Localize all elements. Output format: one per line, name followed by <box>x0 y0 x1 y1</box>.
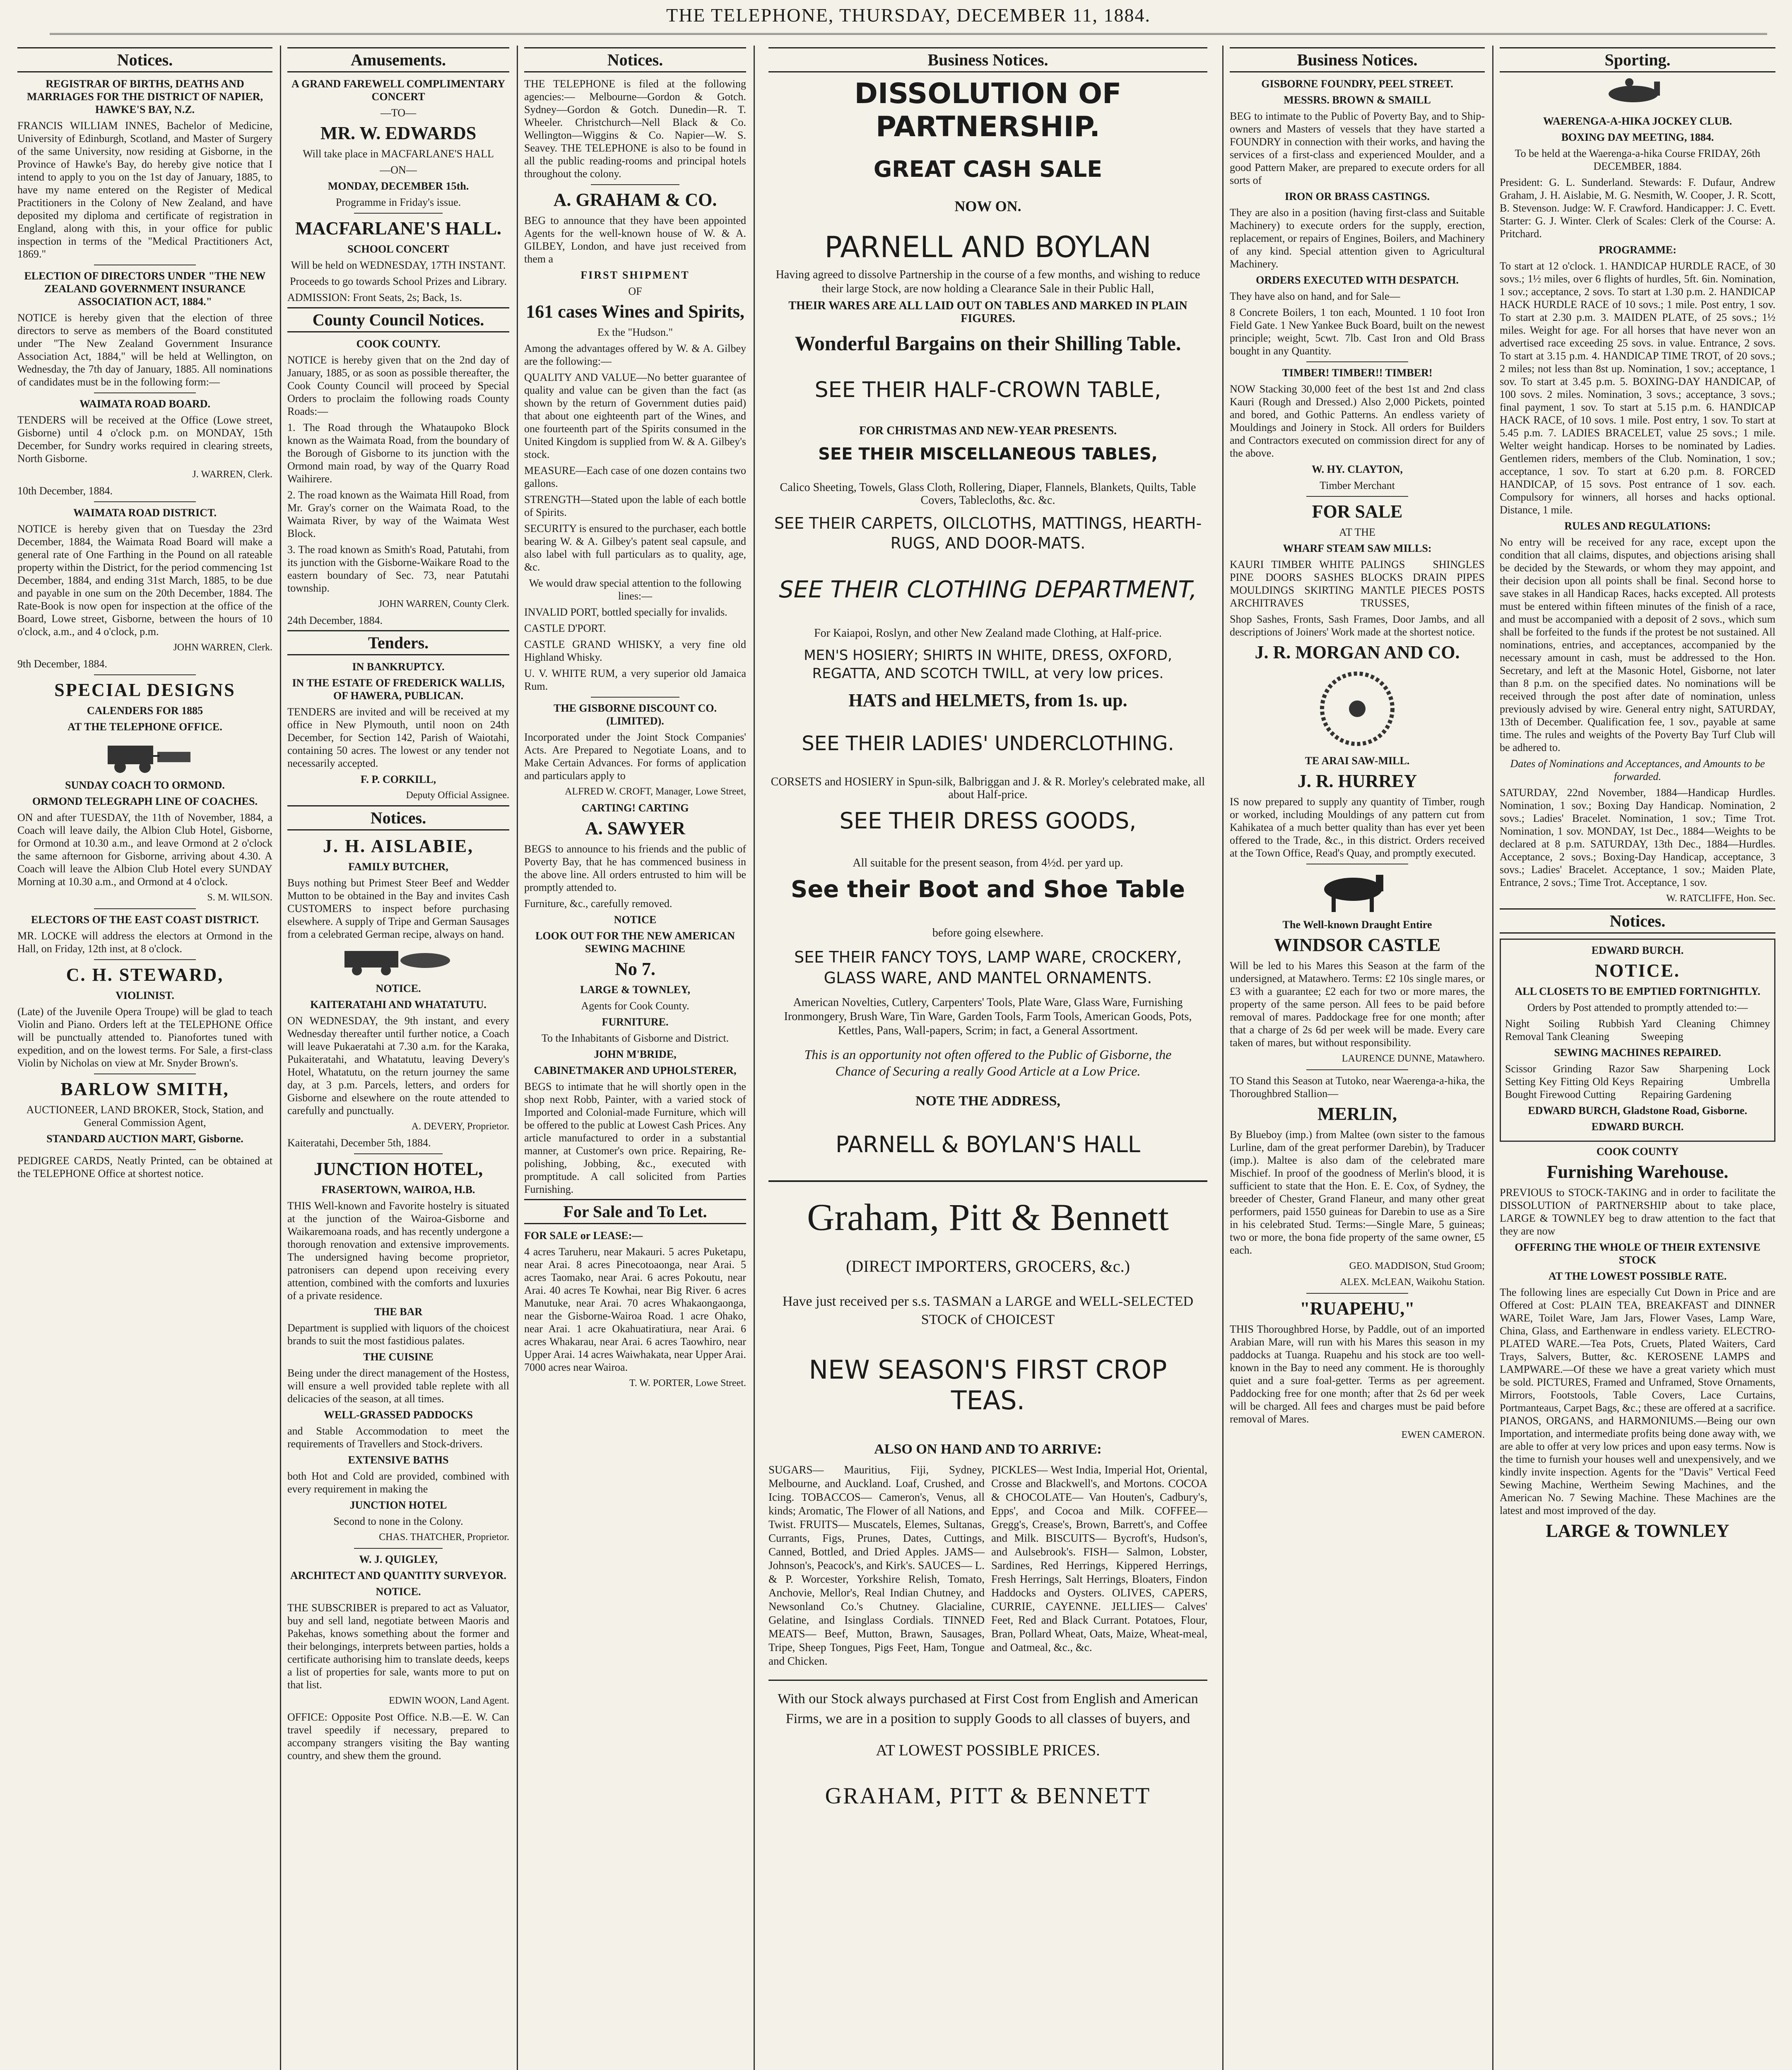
burch-orders: Orders by Post attended to promptly attended to:— <box>1527 1001 1748 1013</box>
coach-illustration <box>91 737 199 775</box>
windsor-notice: Will be led to his Mares this Season at the farm of the undersigned, at Matawhero. Terms: £2 10s single mares, or £3 with a guarantee; £2 each for two or more mares, the property of the same person. All fees to be paid before removal of mares. Paddockage free for one month; after that a charge of 2s 6d per week will be made. Every care taken of mares, but without responsibility. <box>1230 960 1485 1049</box>
on-hand-list: 8 Concrete Boilers, 1 ton each, Mounted. 1 10 foot Iron Field Gate. 1 New Yankee Buck Board, built on the newest principle; weight, 5cwt. 7lb. Cast Iron and Old Brass bought in any Quantity. <box>1230 306 1485 357</box>
election-heading: ELECTION OF DIRECTORS UNDER "THE NEW ZEALAND GOVERNMENT INSURANCE ASSOCIATION ACT, 1884." <box>24 270 266 308</box>
warehouse-notice: PREVIOUS to STOCK-TAKING and in order to facilitate the DISSOLUTION of PARTNERSHIP about to take place, LARGE & TOWNLEY beg to draw attention to the fact that they are now <box>1500 1187 1775 1237</box>
notice-heading: NOTICE. <box>376 982 421 994</box>
ormond-coach-heading: ORMOND TELEGRAPH LINE OF COACHES. <box>32 795 258 807</box>
waimata-road-heading: WAIMATA ROAD BOARD. <box>79 398 211 410</box>
county-heading: COOK COUNTY <box>1596 1146 1679 1158</box>
signature: LAURENCE DUNNE, Matawhero. <box>1342 1053 1485 1064</box>
toys-line: SEE THEIR FANCY TOYS, LAMP WARE, CROCKERY, GLASS WARE, AND MANTEL ORNAMENTS. <box>794 948 1182 987</box>
windsor-heading: WINDSOR CASTLE <box>1274 935 1441 955</box>
column-header: Amusements. <box>287 47 509 72</box>
paddocks-heading: WELL-GRASSED PADDOCKS <box>324 1409 473 1421</box>
on-line: —ON— <box>380 164 417 176</box>
on-hand-line: They have also on hand, and for Sale— <box>1230 290 1400 302</box>
farewell-heading: A GRAND FAREWELL COMPLIMENTARY CONCERT <box>291 78 505 103</box>
first-shipment: FIRST SHIPMENT <box>580 269 690 281</box>
masthead: THE TELEPHONE, THURSDAY, DECEMBER 11, 1884. <box>50 4 1767 35</box>
burch-advert <box>1500 939 1775 1142</box>
date-line: 9th December, 1884. <box>17 658 108 670</box>
electors-heading: ELECTORS OF THE EAST COAST DISTRICT. <box>31 914 259 926</box>
registrar-heading: REGISTRAR OF BIRTHS, DEATHS AND MARRIAGES FOR THE DISTRICT OF NAPIER, HAWKE'S BAY, N.Z. <box>26 78 263 116</box>
proceeds-line: Proceeds to go towards School Prizes and Library. <box>290 275 507 287</box>
edwards-place: Will take place in MACFARLANE'S HALL <box>303 148 494 160</box>
mbride-heading: JOHN M'BRIDE, <box>594 1048 677 1060</box>
gpb-heading: Graham, Pitt & Bennett <box>807 1196 1169 1238</box>
misc-tables: SEE THEIR MISCELLANEOUS TABLES, <box>818 445 1158 464</box>
grocery-list-left: SUGARS— Mauritius, Fiji, Sydney, Melbourne, and Auckland. Loaf, Crushed, and Icing. TOBACCOS— Cameron's, Venus, all kinds; Aromatic, The Flower of all Nations, and Twist. FRUITS— Muscatels, Elemes, Sultanas, Currants, Figs, Prunes, Dates, Cuttings, Canned, Bottled, and Dried Apples. JAMS— Johnson's, Peacock's, and Kirk's. SAUCES— L. & P. Worcester, Yorkshire Relish, Tomato, Anchovie, Mellor's, Real Indian Chutney, and Newsonland Co.'s Chutney. Glacialine, Gelatine, and Isinglass Cordials. TINNED MEATS— Beef, Mutton, Brawn, Sausages, Tripe, Sheep Tongues, Pigs Feet, Ham, Tongue and Chicken. <box>768 1463 985 1667</box>
column-sporting <box>1495 46 1780 2070</box>
signature: T. W. PORTER, Lowe Street. <box>629 1378 746 1389</box>
morgan-heading: J. R. MORGAN AND CO. <box>1255 642 1460 662</box>
woon-office: OFFICE: Opposite Post Office. N.B.—E. W. Can travel speedily if necessary, prepared to accompany strangers visiting the Bay wanting country, and shew them the ground. <box>287 1711 509 1762</box>
received-line: Have just received per s.s. TASMAN a LARGE and WELL-SELECTED STOCK of CHOICEST <box>782 1294 1194 1327</box>
boot-table: See their Boot and Shoe Table <box>790 876 1185 903</box>
column-notices-1 <box>12 46 277 2070</box>
divider <box>354 213 443 214</box>
notice-heading: NOTICE <box>614 914 657 926</box>
grocery-lists <box>768 1463 1207 1671</box>
white-rum: U. V. WHITE RUM, a very superior old Jamaica Rum. <box>524 667 746 692</box>
castle-port: CASTLE D'PORT. <box>524 622 606 634</box>
quality-para: QUALITY AND VALUE—No better guarantee of quality and value can be given than the fact (as shown by the return of Government duties paid) that about one eighteenth part of the Wines, and one fourteenth part of the Spirits consumed in the United Kingdom is supplied from W. & A. Gilbey's stock. <box>524 371 746 460</box>
gpb-footer: GRAHAM, PITT & BENNETT <box>825 1783 1151 1809</box>
sewing-right: Saw Sharpening Lock Repairing Umbrella Repairing Gardening <box>1641 1063 1770 1100</box>
baths-notice: both Hot and Cold are provided, combined with every requirement in making the <box>287 1470 509 1495</box>
signature: J. WARREN, Clerk. <box>192 469 272 480</box>
edwards-name: MR. W. EDWARDS <box>320 123 477 143</box>
cuisine-notice: Being under the direct management of the Hostess, will ensure a well provided table replete with all delicacies of the season, at all times. <box>287 1367 509 1405</box>
warehouse-heading: Furnishing Warehouse. <box>1546 1162 1729 1182</box>
council-notice: NOTICE is hereby given that on the 2nd day of January, 1885, or as soon as possible thereafter, the Cook County Council will proceed by Special Orders to proclaim the following roads County Roads:— <box>287 354 509 417</box>
signature: JOHN WARREN, Clerk. <box>173 642 272 653</box>
arai-heading: TE ARAI SAW-MILL. <box>1305 755 1410 767</box>
divider <box>94 1149 196 1150</box>
furniture-line: Furniture, &c., carefully removed. <box>524 898 672 910</box>
dates-heading: Dates of Nominations and Acceptances, and Amounts to be forwarded. <box>1510 758 1765 782</box>
column-header: Tenders. <box>287 630 509 655</box>
furniture-heading: FURNITURE. <box>602 1016 669 1028</box>
divider <box>591 697 679 698</box>
divider <box>1306 496 1408 497</box>
baths-heading: EXTENSIVE BATHS <box>348 1454 449 1466</box>
signature: W. RATCLIFFE, Hon. Sec. <box>1666 893 1775 904</box>
divider <box>768 1180 1207 1182</box>
waimata-district-notice: NOTICE is hereby given that on Tuesday the 23rd December, 1884, the Waimata Road Board will make a general rate of One Farthing in the Pound on all rateable property within the District, for the period commencing 1st December, 1884, and ending 31st March, 1885, to be due and payable in one sum on the 20th December, 1884. The Rate-Book is now open for inspection at the office of the Board, Lowe street, Gisborne, between the hours of 10 o'clock, a.m., and 4 o'clock, p.m. <box>17 523 272 638</box>
of-line: OF <box>628 285 642 297</box>
kaiteratahi-notice: ON WEDNESDAY, the 9th instant, and every Wednesday thereafter until further notice, a Coach will leave Pukaeratahi at 7.30 a.m. for the Karaka, Pukaiteratahi, and Whatatutu, leaving Devery's Hotel, Whatatutu, on the return journey the same day, at 3 p.m. Parcels, letters, and orders for Gisborne and elsewhere on the route attended to carefully and punctually. <box>287 1015 509 1117</box>
timber-notice: NOW Stacking 30,000 feet of the best 1st and 2nd class Kauri (Rough and Dressed.) Also 2,000 Pickets, pointed and bored, and Gothic Patterns. An endless variety of Mouldings and Joinery in Stock. All orders for Builders and Contractors executed on commission direct for any of the above. <box>1230 383 1485 459</box>
edwards-date: MONDAY, DECEMBER 15th. <box>328 180 469 192</box>
lowest-prices: AT LOWEST POSSIBLE PRICES. <box>876 1742 1100 1759</box>
dissolution-heading: DISSOLUTION OF PARTNERSHIP. <box>854 77 1122 143</box>
strength-para: STRENGTH—Stated upon the lable of each bottle of Spirits. <box>524 493 746 518</box>
windsor-sub: The Well-known Draught Entire <box>1282 919 1432 931</box>
offering-line: OFFERING THE WHOLE OF THEIR EXTENSIVE STOCK <box>1515 1241 1761 1266</box>
mill-list-right: PALINGS SHINGLES BLOCKS DRAIN PIPES MANTLE PIECES POSTS TRUSSES, <box>1361 558 1485 609</box>
burch-footer: EDWARD BURCH. <box>1591 1121 1684 1133</box>
carpets-line: SEE THEIR CARPETS, OILCLOTHS, MATTINGS, HEARTH-RUGS, AND DOOR-MATS. <box>774 514 1202 552</box>
violinist-heading: VIOLINIST. <box>116 989 174 1001</box>
bar-notice: Department is supplied with liquors of the choicest brands to suit the most fastidious palates. <box>287 1322 509 1347</box>
macfarlane-hall: MACFARLANE'S HALL. <box>295 218 501 238</box>
column-header: Sporting. <box>1500 47 1775 72</box>
attention-line: We would draw special attention to the following lines:— <box>529 577 742 602</box>
jockey-heading: WAERENGA-A-HIKA JOCKEY CLUB. <box>1543 115 1732 127</box>
bankruptcy-heading: IN BANKRUPTCY. <box>352 661 445 673</box>
column-header: Notices. <box>17 47 272 72</box>
election-notice: NOTICE is hereby given that the election of three directors to serve as members of the Board constituted under "The New Zealand Government Insurance Association Act, 1884," will be held at Wellington, on Wednesday, the 7th day of January, 1885. All nominations of candidates must be in the following form:— <box>17 312 272 388</box>
signature: EWEN CAMERON. <box>1401 1430 1485 1440</box>
now-on-line: NOW ON. <box>954 198 1021 214</box>
divider <box>94 501 196 502</box>
signature: JOHN WARREN, County Clerk. <box>378 599 509 609</box>
timber-heading: TIMBER! TIMBER!! TIMBER! <box>1282 367 1433 379</box>
school-concert: SCHOOL CONCERT <box>347 243 449 255</box>
cases-line: 161 cases Wines and Spirits, <box>526 301 744 322</box>
signature: EDWIN WOON, Land Agent. <box>389 1695 509 1706</box>
bar-heading: THE BAR <box>374 1306 423 1318</box>
dress-goods: SEE THEIR DRESS GOODS, <box>839 808 1137 834</box>
corsets-line: CORSETS and HOSIERY in Spun-silk, Balbriggan and J. & R. Morley's celebrated make, all about Half-price. <box>771 775 1205 801</box>
sunday-coach-heading: SUNDAY COACH TO ORMOND. <box>65 779 225 791</box>
column-rule <box>1492 46 1493 2070</box>
column-amusements <box>282 46 514 2070</box>
waimata-road-notice: TENDERS will be received at the Office (Lowe street, Gisborne) until 4 o'clock p.m. on MONDAY, 15th December, for Sundry works required in clearing streets, North Gisborne. <box>17 414 272 465</box>
column-header: For Sale and To Let. <box>524 1199 746 1224</box>
smaill-heading: MESSRS. BROWN & SMAILL <box>1284 94 1431 106</box>
merlin-notice: By Blueboy (imp.) from Maltee (own sister to the famous Lurline, dam of the great performer Darebin), by Traducer (imp.). Maltee is also dam of the celebrated mare Mischief. In proof of the goodness of Merlin's blood, it is sufficient to state that the Hon. E. E. Cox, of Sydney, the breeder of Chester, Grand Flaneur, and many other great performers, paid 1550 guineas for Darebin to use as a Sire in his celebrated Stud. Terms:—Single Mare, 5 guineas; two or more, the bona fide property of the same owner, £5 each. <box>1230 1129 1485 1256</box>
rules-body: No entry will be received for any race, except upon the condition that all claims, disputes, and objections arising shall be decided by the Stewards, or whom they may appoint, and their decision upon all points shall be final. Second horse to save stakes in all Handicap Races, hacks excepted. All protests must be entered within fifteen minutes of the finish of a race, and must be accompanied with a deposit of 2 sovs., which sum shall be forfeited to the funds if the protest be not sustained. All nominations, entries, and acceptances, accompanied by the necessary amount in cash, must be addressed to the Hon. Secretary, and left at the Masonic Hotel, Gisborne, not later than 8 p.m. on the specified dates. No nominations will be received through the post after date of nomination, unless previously advised by wire. General entry night, SATURDAY, 13th of December. Qualification fee, 1 sov., payable at same time. The rules and weights of the Poverty Bay Turf Club will be adhered to. <box>1500 536 1775 753</box>
invalid-port: INVALID PORT, bottled specially for invalids. <box>524 606 727 618</box>
divider <box>1306 1293 1408 1294</box>
column-rule <box>1222 46 1224 2070</box>
cash-sale-heading: GREAT CASH SALE <box>873 156 1103 182</box>
road-item: 2. The road known as the Waimata Hill Road, from Mr. Gray's corner on the Waimata Road, to the Waimata River, by way of the Waimata West Block. <box>287 489 509 539</box>
burch-services-right: Yard Cleaning Chimney Sweeping <box>1641 1018 1770 1042</box>
half-crown-table: SEE THEIR HALF-CROWN TABLE, <box>814 378 1161 402</box>
steward-heading: C. H. STEWARD, <box>66 965 224 985</box>
also-heading: ALSO ON HAND AND TO ARRIVE: <box>874 1442 1102 1457</box>
cuisine-heading: THE CUISINE <box>363 1351 434 1363</box>
column-business-1 <box>756 46 1220 2070</box>
no7-line: No 7. <box>615 959 655 979</box>
xmas-line: FOR CHRISTMAS AND NEW-YEAR PRESENTS. <box>859 424 1117 437</box>
column-notices-2 <box>519 46 751 2070</box>
date-line: 24th December, 1884. <box>287 614 383 626</box>
sale-lease: FOR SALE or LEASE:— <box>524 1230 643 1242</box>
burch-name: EDWARD BURCH. <box>1591 944 1684 956</box>
column-rule <box>517 46 518 2070</box>
castings-line: IRON OR BRASS CASTINGS. <box>1285 190 1430 202</box>
assignee-line: Deputy Official Assignee. <box>406 790 509 801</box>
discount-notice: Incorporated under the Joint Stock Companies' Acts. Are Prepared to Negotiate Loans, and to Make Certain Advances. For forms of application and particulars apply to <box>524 731 746 782</box>
inhabitants-line: To the Inhabitants of Gisborne and District. <box>541 1032 729 1044</box>
townley-footer: LARGE & TOWNLEY <box>1546 1521 1729 1541</box>
ruapehu-heading: "RUAPEHU," <box>1300 1298 1415 1319</box>
architect-line: ARCHITECT AND QUANTITY SURVEYOR. <box>290 1569 507 1581</box>
carting-heading: CARTING! CARTING <box>581 802 689 814</box>
signature: CHAS. THATCHER, Proprietor. <box>379 1532 509 1543</box>
telephone-office-line: AT THE TELEPHONE OFFICE. <box>67 721 222 733</box>
parnell-heading: PARNELL AND BOYLAN <box>824 230 1151 264</box>
divider <box>1306 361 1408 362</box>
signature: S. M. WILSON. <box>207 892 272 903</box>
violinist-notice: (Late) of the Juvenile Opera Troupe) will be glad to teach Violin and Piano. Orders left at the TELEPHONE Office will be punctually attended to. Pianofortes tuned with expedition, and on the lowest terms. For Sale, a first-class Violin by Nicholas on view at Mr. Snyder Brown's. <box>17 1006 272 1069</box>
signature: ALFRED W. CROFT, Manager, Lowe Street, <box>565 786 746 797</box>
column-business-2 <box>1225 46 1490 2070</box>
telephone-agencies: THE TELEPHONE is filed at the following agencies:— Melbourne—Gordon & Gotch. Sydney—Gordon & Gotch. Dunedin—R. T. Wheeler. Christchurch—Nell Black & Co. Wellington—Wiggins & Co. Napier—W. S. Seavey. THE TELEPHONE is also to be found in all the public reading-rooms and principal hotels throughout the colony. <box>524 78 746 180</box>
junction-hotel-line: JUNCTION HOTEL <box>349 1499 447 1511</box>
smith-heading: BARLOW SMITH, <box>60 1079 229 1099</box>
kaiteratahi-heading: KAITERATAHI AND WHATATUTU. <box>310 999 487 1011</box>
column-rule <box>754 46 755 2070</box>
date-line: Kaiteratahi, December 5th, 1884. <box>287 1137 431 1149</box>
sawyer-notice: BEGS to announce to his friends and the public of Poverty Bay, that he has commenced business in the above line. All orders entrusted to him will be promptly attended to. <box>524 843 746 893</box>
cook-county: COOK COUNTY. <box>356 338 441 350</box>
mbride-notice: BEGS to intimate that he will shortly open in the shop next Robb, Painter, with a varied stock of Imported and Colonial-made Furniture, which will be offered to the public at Lowest Cash Prices. Any article manufactured to order in a substantial manner, at Customer's own price. Repairing, Re-polishing, Jobbing, &c., executed with promptitude. A call solicited from Parties Furnishing. <box>524 1081 746 1195</box>
quigley-heading: W. J. QUIGLEY, <box>359 1553 438 1565</box>
paddocks-notice: and Stable Accommodation to meet the requirements of Travellers and Stock-drivers. <box>287 1425 509 1450</box>
sewing-services <box>1505 1062 1770 1104</box>
teas-heading: NEW SEASON'S FIRST CROP TEAS. <box>809 1355 1167 1415</box>
reduced-line: AT THE LOWEST POSSIBLE RATE. <box>1548 1270 1727 1282</box>
mill-list-left: KAURI TIMBER WHITE PINE DOORS SASHES MOULDINGS SKIRTING ARCHITRAVES <box>1230 558 1354 609</box>
measure-para: MEASURE—Each case of one dozen contains two gallons. <box>524 465 746 489</box>
dates-body: SATURDAY, 22nd November, 1884—Handicap Hurdles. Nomination, 1 sov.; Boxing Day Handicap. Nomination, 2 sovs.; Ladies' Bracelet. Nomination, 1 sov.; Time Trot. Nomination, 1 sov. MONDAY, 1st Dec., 1884—Weights to be declared at 8 p.m. SATURDAY, 13th Dec., 1884—Hurdles. Acceptance, 2 sovs.; Boxing-Day Handicap, acceptance, 3 sovs.; Ladies' Bracelet. Acceptance, 1 sov.; Maiden Plate, Entrance, 2 sovs.; Time Trot. Acceptance, 1 sov. <box>1500 787 1775 888</box>
divider <box>354 1548 443 1549</box>
programme-line: Programme in Friday's issue. <box>335 196 461 208</box>
junction-heading: JUNCTION HOTEL, <box>313 1159 483 1179</box>
hurrey-notice: IS now prepared to supply any quantity of Timber, rough or worked, including Mouldings of any pattern cut from Kahikatea of a much better quality than has ever yet been offered to the Trade, &c., in this district. Orders received at the Town Office, Read's Quay, and promptly executed. <box>1230 796 1485 859</box>
officials-list: President: G. L. Sunderland. Stewards: F. Dufaur, Andrew Graham, J. H. Aislabie, M. G. Nesmith, W. Cooper, J. R. Scott, B. Stevenson. Judge: W. F. Crawford. Handicapper: J. C. Evett. Starter: G. J. Winter. Clerk of Scales: Clerk of the Course: A. Pritchard. <box>1500 176 1775 240</box>
castle-whisky: CASTLE GRAND WHISKY, a very fine old Highland Whisky. <box>524 638 746 663</box>
despatch-line: ORDERS EXECUTED WITH DESPATCH. <box>1256 274 1459 286</box>
burch-services-left: Night Soiling Rubbish Removal Tank Cleaning <box>1505 1018 1634 1042</box>
boxing-day: BOXING DAY MEETING, 1884. <box>1561 131 1714 143</box>
notice-heading: NOTICE. <box>376 1586 421 1598</box>
merlin-intro: TO Stand this Season at Tutoko, near Waerenga-a-hika, the Thoroughbred Stallion— <box>1230 1075 1485 1100</box>
ruapehu-notice: THIS Thoroughbred Horse, by Paddle, out of an imported Arabian Mare, will run with his Mares this season in my paddocks at Tuanga. Ruapehu and his stock are too well-known in the Bay to need any comment. He is thoroughly quiet and a sure foal-getter. Terms as per agreement. Paddocking free for one month; after that 2s 6d per week will be charged. All fees and charges must be paid before removal of Mares. <box>1230 1323 1485 1425</box>
discount-heading: THE GISBORNE DISCOUNT CO. (LIMITED). <box>554 702 717 727</box>
graham-heading: A. GRAHAM & CO. <box>553 190 717 210</box>
opportunity-line: This is an opportunity not often offered to the Public of Gisborne, the Chance of Securing a really Good Article at a Low Price. <box>804 1047 1172 1078</box>
course-line: To be held at the Waerenga-a-hika Course FRIDAY, 26th DECEMBER, 1884. <box>1515 147 1761 172</box>
road-item: 1. The Road through the Whataupoko Block known as the Waimata Road, from the boundary of the Borough of Gisborne to its junction with the Ormond main road, by way of the Quarry Road Waihirere. <box>287 421 509 485</box>
shop-notice: Shop Sashes, Fronts, Sash Frames, Door Jambs, and all descriptions of Joiners' Work made at the shortest notice. <box>1230 613 1485 638</box>
column-header: Notices. <box>287 805 509 830</box>
burch-notice: NOTICE. <box>1595 960 1680 981</box>
divider <box>768 1680 1207 1681</box>
horse-illustration <box>1303 869 1411 914</box>
road-item: 3. The road known as Smith's Road, Patutahi, from its junction with the Gisborne-Waikare Road to the eastern boundary of Sec. 73, near Patutahi township. <box>287 544 509 594</box>
wharf-mills: WHARF STEAM SAW MILLS: <box>1283 542 1432 554</box>
junction-notice: THIS Well-known and Favorite hostelry is situated at the junction of the Wairoa-Gisborne and Waikaremoana roads, and has recently undergone a thorough renovation and extensive improvements. The undersigned having become proprietor, patronisers can depend upon receiving every attention, combined with the comforts and luxuries of a private residence. <box>287 1200 509 1302</box>
column-header: County Council Notices. <box>287 307 509 332</box>
signature: ALEX. McLEAN, Waikohu Station. <box>1340 1277 1485 1288</box>
shilling-table: Wonderful Bargains on their Shilling Table. <box>795 332 1181 355</box>
butcher-heading: FAMILY BUTCHER, <box>348 861 448 873</box>
column-header: Business Notices. <box>768 47 1207 72</box>
parnell-notice: Having agreed to dissolve Partnership in the course of a few months, and wishing to reduce their large Stock, are now holding a Clearance Sale in their Public Hall, <box>776 268 1200 295</box>
to-line: —TO— <box>380 107 417 119</box>
saw-illustration <box>1316 667 1399 750</box>
hurrey-heading: J. R. HURREY <box>1297 771 1417 791</box>
pedigree-notice: PEDIGREE CARDS, Neatly Printed, can be obtained at the TELEPHONE Office at shortest notice. <box>17 1155 272 1179</box>
large-townley: LARGE & TOWNLEY, <box>580 984 691 996</box>
column-header: Business Notices. <box>1230 47 1485 72</box>
hats-line: HATS and HELMETS, from 1s. up. <box>848 690 1127 710</box>
burch-closets: ALL CLOSETS TO BE EMPTIED FORTNIGHTLY. <box>1515 985 1761 997</box>
frasertown-line: FRASERTOWN, WAIROA, H.B. <box>321 1184 475 1196</box>
importers-line: (DIRECT IMPORTERS, GROCERS, &c.) <box>846 1257 1130 1276</box>
divider <box>94 674 196 675</box>
coach-notice: ON and after TUESDAY, the 11th of November, 1884, a Coach will leave daily, the Albion Club Hotel, Gisborne, for Ormond at 10.30 a.m., and leave Ormond at 2 o'clock the same afternoon for Gisborne, arriving about 4.30. A Coach will leave the Albion Club Hotel every SUNDAY Morning at 10.30 a.m., and Ormond at 4 o'clock. <box>17 811 272 888</box>
sewing-left: Scissor Grinding Razor Setting Key Fitting Old Keys Bought Firewood Cutting <box>1505 1063 1634 1100</box>
graham-notice: BEG to announce that they have been appointed Agents for the well-known house of W. & A. GILBEY, London, and have just received from them a <box>524 214 746 265</box>
smith-notice: AUCTIONEER, LAND BROKER, Stock, Station, and General Commission Agent, <box>26 1104 264 1129</box>
machine-line: LOOK OUT FOR THE NEW AMERICAN SEWING MACHINE <box>535 930 735 955</box>
sawyer-heading: A. SAWYER <box>585 818 686 838</box>
smaill-notice: BEG to intimate to the Public of Poverty Bay, and to Ship-owners and Masters of vessels that they have started a FOUNDRY in connection with their works, and having the services of a first-class and experienced Moulder, and a good Pattern Maker, are prepared to execute orders for all sorts of <box>1230 110 1485 186</box>
divider <box>94 908 196 909</box>
divider <box>1306 1069 1408 1070</box>
ladies-line: SEE THEIR LADIES' UNDERCLOTHING. <box>802 732 1174 755</box>
corkill-name: F. P. CORKILL, <box>360 773 436 785</box>
mens-hosiery: MEN'S HOSIERY; SHIRTS IN WHITE, DRESS, OXFORD, REGATTA, AND SCOTCH TWILL, at very low prices. <box>804 647 1172 682</box>
merchant-line: Timber Merchant <box>1320 479 1395 491</box>
parnell-hall: PARNELL & BOYLAN'S HALL <box>836 1131 1140 1158</box>
note-address: NOTE THE ADDRESS, <box>915 1093 1060 1109</box>
column-rule <box>280 46 281 2070</box>
boot-sub: before going elsewhere. <box>932 927 1044 939</box>
sale-list: 4 acres Taruheru, near Makauri. 5 acres Puketapu, near Arai. 8 acres Pinecotoaonga, near Arai. 5 acres Taomako, near Arai. 6 acres Pokoutu, near Arai. 40 acres Te Kowhai, near Big River. 6 acres Manutuke, near Arai. 70 acres Whakaongaonga, near the Gisborne-Wairoa Road. 1 acre Ohako, near Arai. 1 acre Okahuatiratiura, near Arai. 6 acres Whakarau, near Arai. 6 acres Taowhiro, near Upper Arai. 14 acres Waiwhakata, near Upper Arai. 7000 acres near Wairoa. <box>524 1246 746 1373</box>
foundry-heading: GISBORNE FOUNDRY, PEEL STREET. <box>1261 78 1453 90</box>
divider <box>591 184 679 185</box>
innes-notice: FRANCIS WILLIAM INNES, Bachelor of Medicine, University of Edinburgh, Scotland, and Master of Surgery of the same University, now residing at Gisborne, in the Province of Hawke's Bay, do hereby give notice that I intend to apply to you on the 1st day of January, 1885, to have my name entered on the Register of Medical Practitioners in the Colony of New Zealand, and have deposited my diploma and certificate of registration in England, along with this, in your office for public inspection in terms of the "Medical Practitioners Act, 1869." <box>17 120 272 260</box>
clothing-heading: SEE THEIR CLOTHING DEPARTMENT, <box>779 576 1197 603</box>
column-header: Notices. <box>1500 908 1775 934</box>
programme-heading: PROGRAMME: <box>1599 244 1676 256</box>
burch-address: EDWARD BURCH, Gladstone Road, Gisborne. <box>1528 1105 1747 1117</box>
calendars-line: CALENDERS FOR 1885 <box>87 705 203 717</box>
for-sale-heading: FOR SALE <box>1312 501 1403 522</box>
security-para: SECURITY is ensured to the purchaser, each bottle bearing W. & A. Gilbey's patent seal capsule, and also label with full particulars as to quality, age, &c. <box>524 522 746 573</box>
signature: GEO. MADDISON, Stud Groom; <box>1349 1261 1485 1271</box>
dress-notice: All suitable for the present season, from 4½d. per yard up. <box>853 857 1123 869</box>
reduced-list: The following lines are especially Cut Down in Price and are Offered at Cost: PLAIN TEA, BREAKFAST and DINNER WARE, Toilet Ware, Jam Jars, Flower Vases, Lamp Ware, China, Glass, and Earthenware in endless variety. ELECTRO-PLATED WARE.—Tea Pots, Cruets, Plated Waiters, Card Trays, Salvers, Butter, &c. KEROSENE LAMPS and LAMPWARE.—Of these we have a great variety which must be sold. PICTURES, Framed and Unframed, Stove Ornaments, Mirrors, Footstools, Table Covers, Lace Curtains, Portmanteaus, Carpet Bags, &c.; these are offered at a sacrifice. PIANOS, ORGANS, and HARMONIUMS.—Being our own Importation, and intermediate profits being done away with, we are able to offer at very low prices and upon easy terms. Now is the time to furnish your houses well and unexpensively, and we kindly invite inspection. Agents for the "Davis" Vertical Feed Sewing Machine, Wertheim Sewing Machines, and the American No. 7 Sewing Machine. These Machines are the latest and most improved of the day. <box>1500 1286 1775 1516</box>
clayton-name: W. HY. CLAYTON, <box>1312 463 1403 475</box>
clothing-notice: For Kaiapoi, Roslyn, and other New Zealand made Clothing, at Half-price. <box>814 627 1162 640</box>
signature: A. DEVERY, Proprietor. <box>411 1121 509 1132</box>
locke-notice: MR. LOCKE will address the electors at Ormond in the Hall, on Friday, 12th inst, at 8 o'clock. <box>17 930 272 955</box>
misc-items: Calico Sheeting, Towels, Glass Cloth, Rollering, Diaper, Flannels, Blankets, Quilts, Table Covers, Tablecloths, &c. &c. <box>780 481 1196 507</box>
toys-notice: American Novelties, Cutlery, Carpenters' Tools, Plate Ware, Glass Ware, Furnishing Ironmongery, Brush Ware, Tin Ware, Garden Tools, Farm Tools, American Goods, Pots, Kettles, Pans, Wall-papers, Scrim; in fact, a General Assortment. <box>784 996 1192 1037</box>
tenders-notice: TENDERS are invited and will be received at my office in New Plymouth, until noon on 24th December, for Section 142, Parish of Waiotahi, containing 50 acres. The lowest or any tender not necessarily accepted. <box>287 706 509 769</box>
aislabie-heading: J. H. AISLABIE, <box>323 836 474 856</box>
divider <box>354 1153 443 1154</box>
second-to-none: Second to none in the Colony. <box>333 1515 463 1527</box>
horse-race-illustration <box>1588 77 1687 111</box>
woon-notice: THE SUBSCRIBER is prepared to act as Valuator, buy and sell land, negotiate between Maoris and Pakehas, knows something about the former and their belongings, interprets between parties, holds a certificate authorising him to translate deeds, keeps a list of properties for sale, wants more to put on that list. <box>287 1602 509 1691</box>
date-line: 10th December, 1884. <box>17 485 113 497</box>
merlin-heading: MERLIN, <box>1318 1104 1397 1124</box>
estate-heading: IN THE ESTATE OF FREDERICK WALLIS, OF HAWERA, PUBLICAN. <box>292 677 505 702</box>
grocery-list-right: PICKLES— West India, Imperial Hot, Oriental, Crosse and Blackwell's, and Mortons. COCOA & CHOCOLATE— Van Houten's, Cadbury's, Epps', and Cocoa and Milk. COFFEE— Gregg's, Crease's, Brown, Barrett's, and Coffee and Milk. BISCUITS— Bycroft's, Hudson's, and Aulsebrook's. FISH— Salmon, Lobster, Sardines, Red Herrings, Kippered Herrings, Fresh Herrings, Salt Herrings, Bloaters, Findon Haddocks and Oysters. OLIVES, CAPERS, CURRIE, CAYENNE. JELLIES— Calves' Feet, Red and Black Currant. Potatoes, Flour, Bran, Pollard Wheat, Oats, Maize, Wheat-meal, and Oatmeal, &c., &c. <box>991 1463 1207 1654</box>
column-header: Notices. <box>524 47 746 72</box>
smith-mart: STANDARD AUCTION MART, Gisborne. <box>46 1133 243 1145</box>
burch-services <box>1505 1017 1770 1046</box>
races-list: To start at 12 o'clock. 1. HANDICAP HURDLE RACE, of 30 sovs.; 1½ miles, over 6 flights of hurdles, 5ft. 6in. Nomination, 1 sov.; acceptance, 2 sovs. To start at 1.30 p.m. 2. HANDICAP HACK HURDLE RACE of 10 sovs.; 1 mile. Post entry, 1 sov. To start at 2.30 p.m. 3. MAIDEN PLATE, of 25 sovs.; 1½ miles. Weight for age. For all horses that have never won an advertised race exceeding 25 sovs. in value. Entrance, 2 sovs. To start at 3.15 p.m. 4. HANDICAP TIME TROT, of 20 sovs.; 2 miles; not less than 8st up. Nomination, 1 sov.; acceptance, 1 sov. To start at 3.45 p.m. 5. BOXING-DAY HANDICAP, of 100 sovs. 2 miles. Nomination, 3 sovs.; acceptance, 3 sovs.; final payment, 1 sov. To start at 5.15 p.m. 6. HANDICAP HACK RACE, of 10 sovs. 1 mile. Post entry, 1 sov. To start at 5.45 p.m. 7. LADIES BRACELET, value 25 sovs.; 1 mile. Welter weight handicap. Horses to be nominated by Ladies. Gentlemen riders, members of the Club. Nomination, 1 sov.; acceptance, 1 sov. To start at 6.20 p.m. 8. FORCED HANDICAP, of 15 sovs. Post entrance of 1 sov. each. Compulsory for winners, all horses and hacks optional. Distance, 1 mile. <box>1500 260 1775 516</box>
admission-line: ADMISSION: Front Seats, 2s; Back, 1s. <box>287 291 462 303</box>
rules-heading: RULES AND REGULATIONS: <box>1564 520 1711 532</box>
special-designs-heading: SPECIAL DESIGNS <box>54 680 236 700</box>
wares-line: THEIR WARES ARE ALL LAID OUT ON TABLES AND MARKED IN PLAIN FIGURES. <box>788 299 1187 325</box>
advantages-line: Among the advantages offered by W. & A. Gilbey are the following:— <box>524 342 746 367</box>
waimata-district-heading: WAIMATA ROAD DISTRICT. <box>73 507 217 519</box>
at-the-line: AT THE <box>1339 526 1375 538</box>
castings-notice: They are also in a position (having first-class and Suitable Machinery) to execute orders for the supply, erection, replacement, or repairs of Engines, Boilers, and Machinery of any kind. Special attention given to Agricultural Machinery. <box>1230 207 1485 270</box>
stock-line: With our Stock always purchased at First Cost from English and American Firms, we are in a position to supply Goods to all classes of buyers, and <box>778 1691 1198 1726</box>
hudson-line: Ex the "Hudson." <box>597 326 673 338</box>
agents-line: Agents for Cook County. <box>581 1000 689 1012</box>
school-concert-date: Will be held on WEDNESDAY, 17TH INSTANT. <box>291 259 506 271</box>
mill-lists <box>1230 558 1485 613</box>
cabinet-line: CABINETMAKER AND UPHOLSTERER, <box>534 1064 737 1076</box>
divider <box>94 392 196 393</box>
butcher-notice: Buys nothing but Primest Steer Beef and Wedder Mutton to be obtained in the Bay and invites Cash CUSTOMERS to inspect before purchasing elsewhere. A supply of Tripe and German Sausages from a celebrated German recipe, always on hand. <box>287 877 509 940</box>
coach-illustration <box>336 945 460 978</box>
divider <box>94 959 196 960</box>
sewing-heading: SEWING MACHINES REPAIRED. <box>1554 1047 1721 1059</box>
